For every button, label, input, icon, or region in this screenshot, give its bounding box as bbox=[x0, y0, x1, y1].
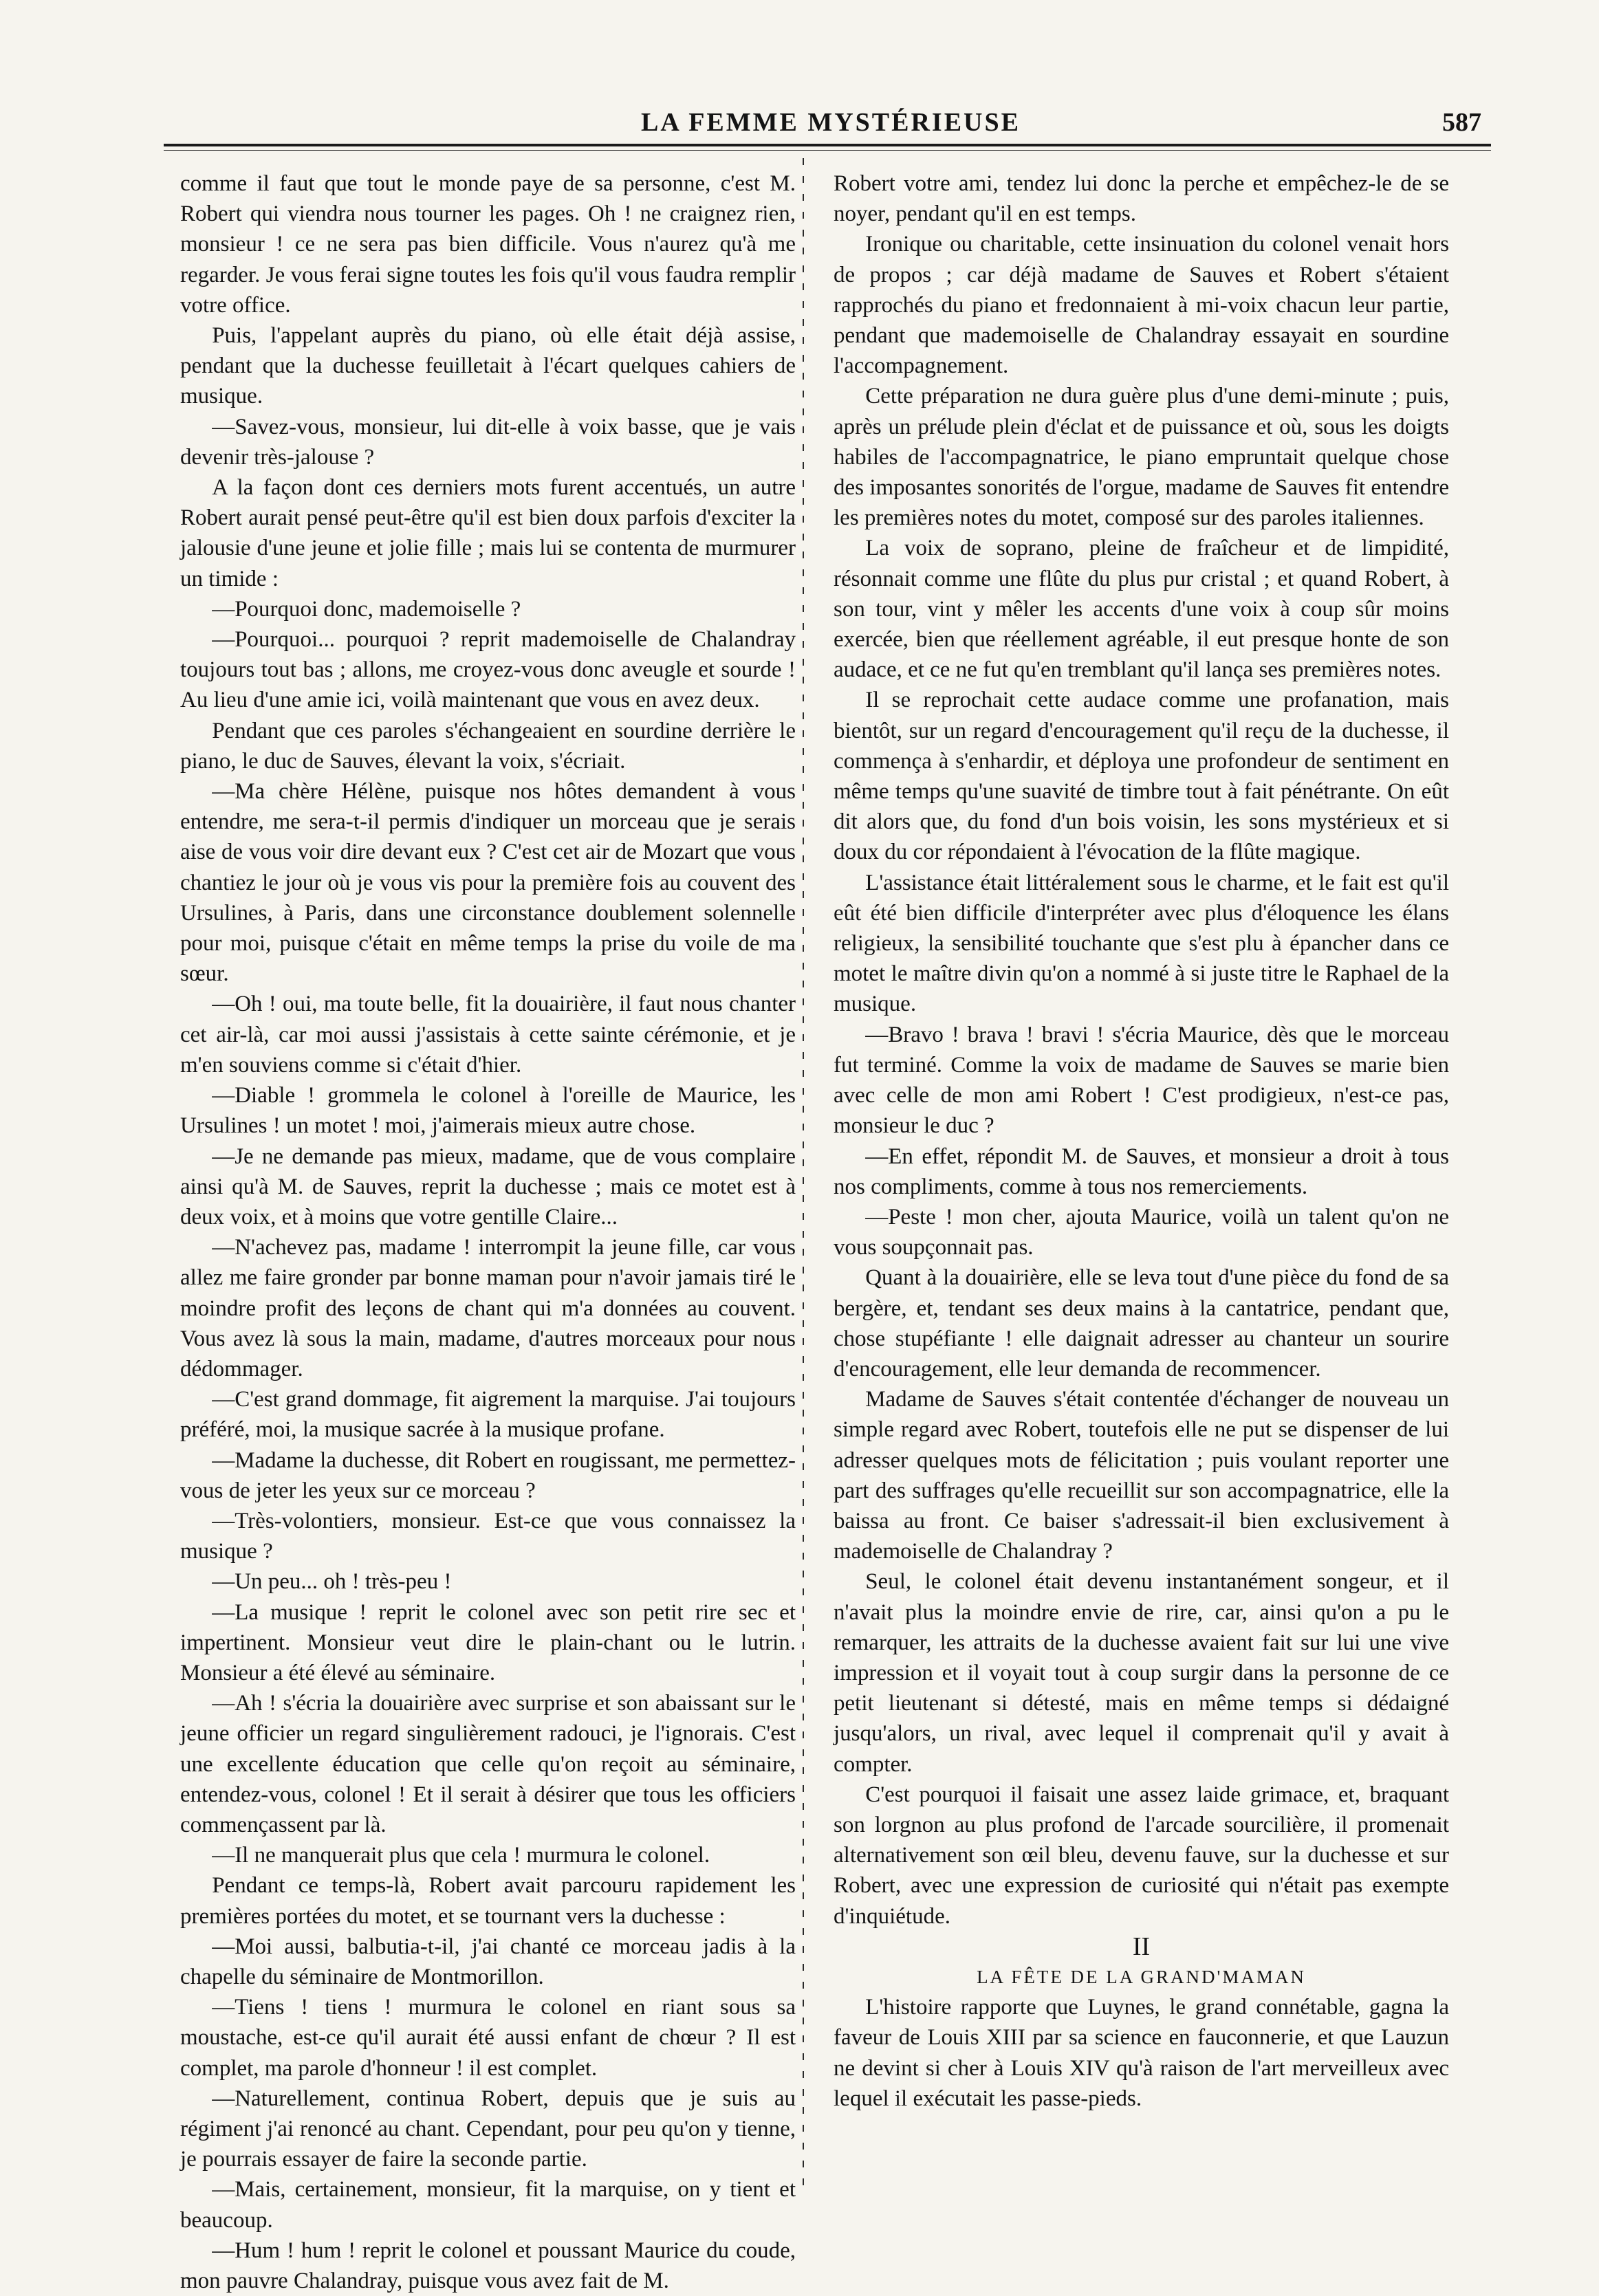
paragraph: —Oh ! oui, ma toute belle, fit la douairière, il faut nous chanter cet air-là, car moi aussi j'assistais à cette sainte cérémonie, et je m'en souviens comme si c'était d'hier. bbox=[180, 992, 796, 1078]
paragraph: Quant à la douairière, elle se leva tout d'une pièce du fond de sa bergère, et, tendant ses deux mains à la cantatrice, pendant que, chose stupéfiante ! elle daignait adresser au chanteur un sourire d'encouragement, elle leur demanda de recommencer. bbox=[834, 1265, 1449, 1381]
paragraph: —Diable ! grommela le colonel à l'oreille de Maurice, les Ursulines ! un motet ! moi, j'aimerais mieux autre chose. bbox=[180, 1083, 796, 1139]
paragraph: Ironique ou charitable, cette insinuation du colonel venait hors de propos ; car déjà madame de Sauves et Robert s'étaient rapprochés du piano et fredonnaient à mi-voix chacun leur partie, pendant que mademoiselle de Chalandray essayait en sourdine l'accompagnement. bbox=[834, 232, 1449, 379]
paragraph: Seul, le colonel était devenu instantanément songeur, et il n'avait plus la moindre envie de rire, car, ainsi qu'on a pu le remarquer, les attraits de la duchesse avaient fait sur lui une vive impression et il voyait tout à coup surgir dans la personne de ce petit lieutenant si détesté, mais en même temps si dédaigné jusqu'alors, un rival, avec lequel il comprenait qu'il y avait à compter. bbox=[834, 1569, 1449, 1777]
paragraph: —Très-volontiers, monsieur. Est-ce que vous connaissez la musique ? bbox=[180, 1508, 796, 1564]
paragraph: —Bravo ! brava ! bravi ! s'écria Maurice, dès que le morceau fut terminé. Comme la voix de madame de Sauves se marie bien avec celle de mon ami Robert ! C'est prodigieux, n'est-ce pas, monsieur le duc ? bbox=[834, 1022, 1449, 1139]
paragraph: —Peste ! mon cher, ajouta Maurice, voilà un talent qu'on ne vous soupçonnait pas. bbox=[834, 1204, 1449, 1260]
paragraph: L'histoire rapporte que Luynes, le grand connétable, gagna la faveur de Louis XIII par sa science en fauconnerie, et que Lauzun ne devint si cher à Louis XIV qu'à raison de l'art merveilleux avec lequel il exécutait les passe-pieds. bbox=[834, 1995, 1449, 2111]
paragraph: La voix de soprano, pleine de fraîcheur et de limpidité, résonnait comme une flûte du plus pur cristal ; et quand Robert, à son tour, vint y mêler les accents d'une voix à coup sûr moins exercée, bien que réellement agréable, il eut presque honte de son audace, et ce ne fut qu'en tremblant qu'il lança ses premières notes. bbox=[834, 536, 1449, 683]
paragraph: —Un peu... oh ! très-peu ! bbox=[212, 1569, 452, 1595]
paragraph: Robert votre ami, tendez lui donc la perche et empêchez-le de se noyer, pendant qu'il en est temps. bbox=[834, 171, 1449, 227]
paragraph: —Naturellement, continua Robert, depuis que je suis au régiment j'ai renoncé au chant. Cependant, pour peu qu'on y tienne, je pourrais essayer de faire la seconde partie. bbox=[180, 2086, 796, 2172]
paragraph: —La musique ! reprit le colonel avec son petit rire sec et impertinent. Monsieur veut dire le plain-chant ou le lutrin. Monsieur a été élevé au séminaire. bbox=[180, 1599, 796, 1685]
chapter-number: II bbox=[1132, 1932, 1151, 1961]
paragraph: —En effet, répondit M. de Sauves, et monsieur a droit à tous nos compliments, comme à tous nos remerciements. bbox=[834, 1144, 1449, 1199]
paragraph: Il se reprochait cette audace comme une profanation, mais bientôt, sur un regard d'encouragement qu'il reçu de la duchesse, il commença à s'enhardir, et déploya une profondeur de sentiment en même temps qu'une suavité de timbre tout à fait pénétrante. On eût dit alors que, du fond d'un bois voisin, les sons mystérieux et si doux du cor répondaient à l'évocation de la flûte magique. bbox=[834, 688, 1449, 865]
paragraph: Puis, l'appelant auprès du piano, où elle était déjà assise, pendant que la duchesse feuilletait à l'écart quelques cahiers de musique. bbox=[180, 323, 796, 409]
paragraph: C'est pourquoi il faisait une assez laide grimace, et, braquant son lorgnon au plus profond de l'arcade sourcilière, il promenait alternativement son œil bleu, devenu fauve, sur la duchesse et sur Robert, avec une expression de curiosité qui n'était pas exempte d'inquiétude. bbox=[834, 1782, 1449, 1929]
page-number: 587 bbox=[1442, 108, 1481, 137]
paragraph: —N'achevez pas, madame ! interrompit la jeune fille, car vous allez me faire gronder par bonne maman pour n'avoir jamais tiré le moindre profit des leçons de chant qui m'a données au couvent. Vous avez là sous la main, madame, d'autres morceaux pour nous dédommager. bbox=[180, 1235, 796, 1381]
paragraph: —Pourquoi... pourquoi ? reprit mademoiselle de Chalandray toujours tout bas ; allons, me croyez-vous donc aveugle et sourde ! Au lieu d'une amie ici, voilà maintenant que vous en avez deux. bbox=[180, 627, 796, 713]
header-rule bbox=[164, 144, 1491, 146]
paragraph: —Ma chère Hélène, puisque nos hôtes demandent à vous entendre, me sera-t-il permis d'indiquer un morceau que je serais aise de vous voir dire devant eux ? C'est cet air de Mozart que vous chantiez le jour où je vous vis pour la première fois au couvent des Ursulines, à Paris, dans une circonstance doublement solennelle pour moi, puisque c'était en même temps la prise du voile de ma sœur. bbox=[180, 779, 796, 987]
paragraph: L'assistance était littéralement sous le charme, et le fait est qu'il eût été bien difficile d'interpréter avec plus d'éloquence les élans religieux, la sensibilité touchante que s'est plu à épancher dans ce motet le maître divin qu'on a nommé à si juste titre le Raphael de la musique. bbox=[834, 870, 1449, 1017]
running-title: LA FEMME MYSTÉRIEUSE bbox=[641, 108, 1021, 137]
header-rule-thin bbox=[164, 150, 1491, 151]
right-column bbox=[834, 168, 1449, 2197]
paragraph: A la façon dont ces derniers mots furent accentués, un autre Robert aurait pensé peut-être qu'il est bien doux parfois d'exciter la jalousie d'une jeune et jolie fille ; mais lui se contenta de murmurer un timide : bbox=[180, 475, 796, 591]
paragraph: Pendant que ces paroles s'échangeaient en sourdine derrière le piano, le duc de Sauves, élevant la voix, s'écriait. bbox=[180, 718, 796, 774]
paragraph: —Pourquoi donc, mademoiselle ? bbox=[212, 596, 521, 622]
paragraph: —Savez-vous, monsieur, lui dit-elle à voix basse, que je vais devenir très-jalouse ? bbox=[180, 414, 796, 470]
chapter-title: LA FÊTE DE LA GRAND'MAMAN bbox=[977, 1966, 1306, 1987]
paragraph: —Ah ! s'écria la douairière avec surprise et son abaissant sur le jeune officier un regard singulièrement radouci, je l'ignorais. C'est une excellente éducation que celle qu'on reçoit au séminaire, entendez-vous, colonel ! Et il serait à désirer que tous les officiers commençassent par là. bbox=[180, 1691, 796, 1837]
paragraph: —Mais, certainement, monsieur, fit la marquise, on y tient et beaucoup. bbox=[180, 2177, 796, 2233]
page-header bbox=[180, 103, 1481, 144]
column-divider bbox=[803, 158, 804, 2195]
paragraph: Pendant ce temps-là, Robert avait parcouru rapidement les premières portées du motet, et se tournant vers la duchesse : bbox=[180, 1873, 796, 1929]
paragraph: —Je ne demande pas mieux, madame, que de vous complaire ainsi qu'à M. de Sauves, reprit la duchesse ; mais ce motet est à deux voix, et à moins que votre gentille Claire... bbox=[180, 1144, 796, 1229]
paragraph: —Hum ! hum ! reprit le colonel et poussant Maurice du coude, mon pauvre Chalandray, puisque vous avez fait de M. bbox=[180, 2238, 796, 2294]
paragraph: —Moi aussi, balbutia-t-il, j'ai chanté ce morceau jadis à la chapelle du séminaire de Montmorillon. bbox=[180, 1934, 796, 1989]
paragraph: —Madame la duchesse, dit Robert en rougissant, me permettez-vous de jeter les yeux sur ce morceau ? bbox=[180, 1447, 796, 1503]
paragraph: —Il ne manquerait plus que cela ! murmura le colonel. bbox=[212, 1843, 710, 1868]
paragraph: Madame de Sauves s'était contentée d'échanger de nouveau un simple regard avec Robert, toutefois elle ne put se dispenser de lui adresser quelques mots de félicitation ; puis voulant reporter une part des suffrages qu'elle recueillit sur son accompagnatrice, elle la baissa au front. Ce baiser s'adressait-il bien exclusivement à mademoiselle de Chalandray ? bbox=[834, 1387, 1449, 1564]
paragraph: —Tiens ! tiens ! murmura le colonel en riant sous sa moustache, est-ce qu'il aurait été aussi enfant de chœur ? Il est complet, ma parole d'honneur ! il est complet. bbox=[180, 1995, 796, 2081]
paragraph: comme il faut que tout le monde paye de sa personne, c'est M. Robert qui viendra nous tourner les pages. Oh ! ne craignez rien, monsieur ! ce ne sera pas bien difficile. Vous n'aurez qu'à me regarder. Je vous ferai signe toutes les fois qu'il vous faudra remplir votre office. bbox=[180, 171, 796, 318]
left-column bbox=[180, 168, 796, 2294]
paragraph: Cette préparation ne dura guère plus d'une demi-minute ; puis, après un prélude plein d'éclat et de puissance et où, sous les doigts habiles de l'accompagnatrice, le piano empruntait quelque chose des imposantes sonorités de l'orgue, madame de Sauves fit entendre les premières notes du motet, composé sur des paroles italiennes. bbox=[834, 384, 1449, 531]
paragraph: —C'est grand dommage, fit aigrement la marquise. J'ai toujours préféré, moi, la musique sacrée à la musique profane. bbox=[180, 1387, 796, 1443]
